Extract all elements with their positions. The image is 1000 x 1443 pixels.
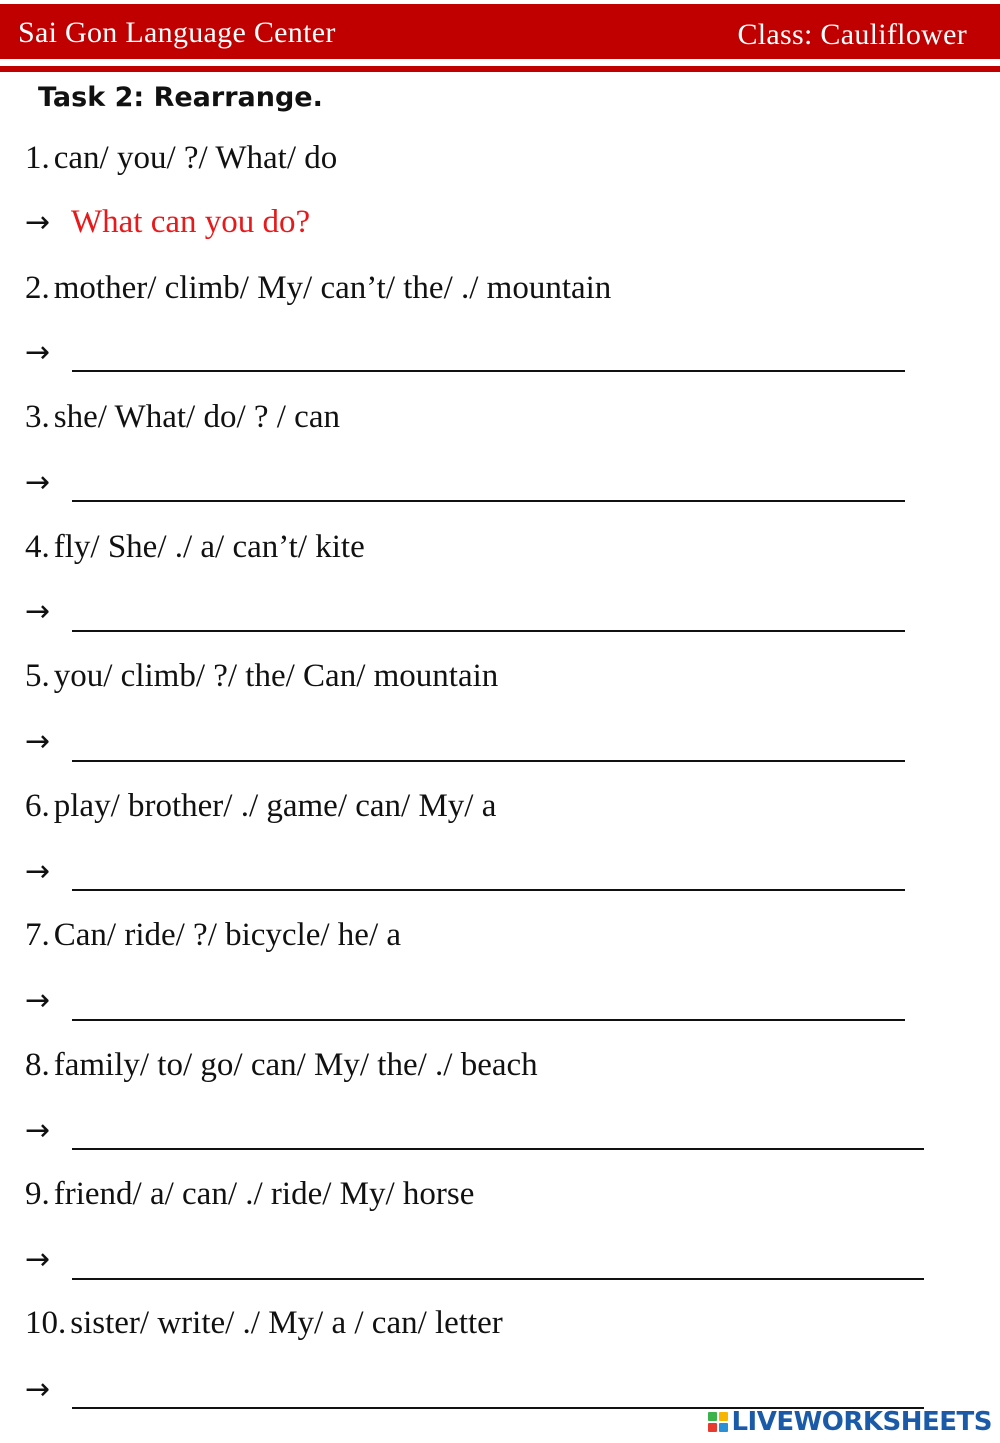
question-prompt: you/ climb/ ?/ the/ Can/ mountain	[53, 658, 499, 694]
question-prompt: Can/ ride/ ?/ bicycle/ he/ a	[53, 917, 402, 953]
question-9	[25, 1176, 474, 1213]
question-prompt: play/ brother/ ./ game/ can/ My/ a	[53, 788, 497, 824]
question-number: 9.	[25, 1176, 50, 1212]
answer-4	[25, 593, 71, 630]
answer-3	[25, 464, 71, 501]
arrow-icon: →	[25, 465, 51, 500]
answer-blank-4[interactable]	[72, 630, 905, 632]
question-number: 2.	[25, 270, 50, 306]
question-number: 5.	[25, 658, 50, 694]
question-prompt: she/ What/ do/ ? / can	[53, 399, 340, 435]
question-prompt: family/ to/ go/ can/ My/ the/ ./ beach	[53, 1047, 538, 1083]
question-10	[25, 1305, 503, 1342]
answer-blank-2[interactable]	[72, 370, 905, 372]
answer-blank-3[interactable]	[72, 500, 905, 502]
arrow-icon: →	[25, 594, 51, 629]
question-prompt: fly/ She/ ./ a/ can’t/ kite	[53, 529, 365, 565]
answer-2	[25, 334, 71, 371]
liveworksheets-logo[interactable]	[708, 1407, 992, 1437]
arrow-icon: →	[25, 1372, 51, 1407]
arrow-icon: →	[25, 1113, 51, 1148]
question-6	[25, 788, 496, 825]
answer-1	[25, 204, 310, 241]
arrow-icon: →	[25, 335, 51, 370]
arrow-icon: →	[25, 205, 51, 240]
arrow-icon: →	[25, 983, 51, 1018]
answer-text: What can you do?	[71, 204, 311, 240]
header-rule	[0, 66, 1000, 72]
question-5	[25, 658, 498, 695]
question-number: 10.	[25, 1305, 67, 1341]
question-1	[25, 140, 337, 177]
question-number: 7.	[25, 917, 50, 953]
arrow-icon: →	[25, 854, 51, 889]
answer-blank-7[interactable]	[72, 1019, 905, 1021]
arrow-icon: →	[25, 724, 51, 759]
task-title: Task 2: Rearrange.	[38, 82, 323, 113]
question-prompt: mother/ climb/ My/ can’t/ the/ ./ mountain	[53, 270, 612, 306]
question-4	[25, 529, 365, 566]
answer-blank-6[interactable]	[72, 889, 905, 891]
class-label: Class: Cauliflower	[737, 18, 967, 51]
answer-7	[25, 982, 71, 1019]
center-name: Sai Gon Language Center	[18, 16, 336, 49]
arrow-icon: →	[25, 1242, 51, 1277]
answer-blank-5[interactable]	[72, 760, 905, 762]
question-3	[25, 399, 340, 436]
question-number: 4.	[25, 529, 50, 565]
logo-text: LIVEWORKSHEETS	[731, 1407, 992, 1437]
answer-blank-9[interactable]	[72, 1278, 924, 1280]
question-2	[25, 270, 611, 307]
question-number: 8.	[25, 1047, 50, 1083]
question-8	[25, 1047, 538, 1084]
answer-6	[25, 853, 71, 890]
liveworksheets-logo-icon	[708, 1412, 728, 1432]
question-7	[25, 917, 401, 954]
answer-9	[25, 1241, 71, 1278]
answer-10	[25, 1371, 71, 1408]
question-number: 6.	[25, 788, 50, 824]
answer-5	[25, 723, 71, 760]
question-number: 1.	[25, 140, 50, 176]
question-prompt: friend/ a/ can/ ./ ride/ My/ horse	[53, 1176, 475, 1212]
answer-8	[25, 1112, 71, 1149]
question-prompt: can/ you/ ?/ What/ do	[53, 140, 338, 176]
question-number: 3.	[25, 399, 50, 435]
question-prompt: sister/ write/ ./ My/ a / can/ letter	[70, 1305, 503, 1341]
answer-blank-8[interactable]	[72, 1148, 924, 1150]
header-bar	[0, 4, 1000, 59]
